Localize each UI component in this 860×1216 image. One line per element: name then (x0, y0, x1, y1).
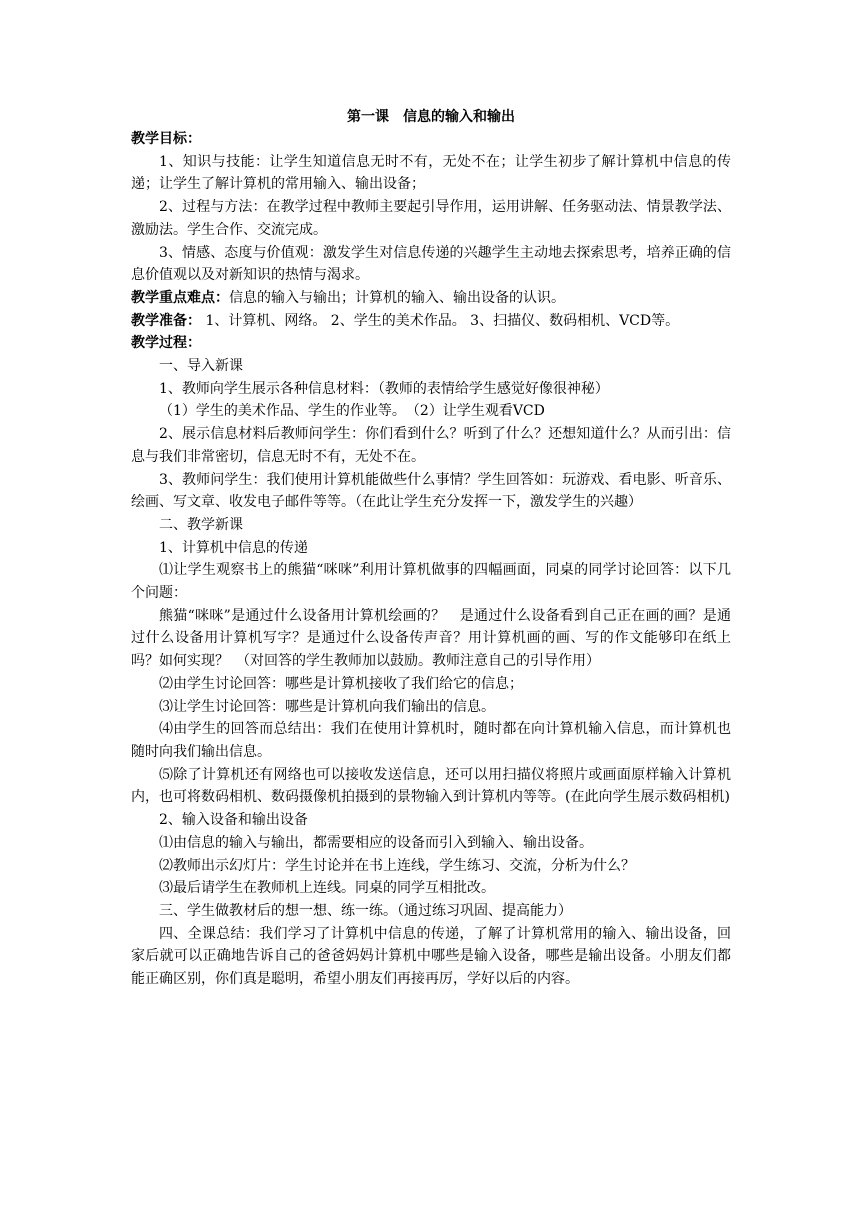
paragraph: 1、教师向学生展示各种信息材料：（教师的表情给学生感觉好像很神秘） (159, 380, 609, 397)
process-heading: 教学过程： (131, 335, 201, 352)
paragraph: 熊猫“咪咪”是通过什么设备用计算机绘画的？ 是通过什么设备看到自己正在画的画？是通过什么设备用计算机写字？是通过什么设备传声音？用计算机画的画、写的作文能够印在纸上吗？如何实现？ （对回答的学生教师加以鼓励。教师注意自己的引导作用） (131, 607, 731, 670)
paragraph: ⑸除了计算机还有网络也可以接收发送信息，还可以用扫描仪将照片或画面原样输入计算机内，也可将数码相机、数码摄像机拍摄到的景物输入到计算机内等等。(在此向学生展示数码相机) (131, 766, 731, 806)
section-heading: 三、学生做教材后的想一想、练一练。（通过练习巩固、提高能力） (159, 902, 572, 919)
document-body (131, 106, 731, 991)
keypoints-line (131, 287, 731, 310)
goal-item: 3、情感、态度与价值观：激发学生对信息传递的兴趣学生主动地去探索思考，培养正确的信息价值观以及对新知识的热情与渴求。 (131, 244, 731, 284)
preparation-label: 教学准备： (131, 312, 201, 329)
paragraph: ⑵由学生讨论回答：哪些是计算机接收了我们给它的信息； (159, 675, 523, 692)
paragraph: ⑴由信息的输入与输出，都需要相应的设备而引入到输入、输出设备。 (159, 834, 593, 851)
goal-item: 1、知识与技能：让学生知道信息无时不有，无处不在；让学生初步了解计算机中信息的传递；让学生了解计算机的常用输入、输出设备； (131, 153, 731, 193)
goals-heading: 教学目标： (131, 131, 201, 147)
paragraph: ⑴让学生观察书上的熊猫“咪咪”利用计算机做事的四幅画面，同桌的同学讨论回答：以下几个问题： (131, 562, 731, 602)
goal-item: 2、过程与方法：在教学过程中教师主要起引导作用，运用讲解、任务驱动法、情景教学法、激励法。学生合作、交流完成。 (131, 199, 731, 238)
paragraph: ⑵教师出示幻灯片：学生讨论并在书上连线，学生练习、交流，分析为什么？ (159, 857, 635, 874)
paragraph: 3、教师问学生：我们使用计算机能做些什么事情？学生回答如：玩游戏、看电影、听音乐、绘画、写文章、收发电子邮件等等。（在此让学生充分发挥一下，激发学生的兴趣） (131, 471, 731, 511)
paragraph: 四、全课总结：我们学习了计算机中信息的传递，了解了计算机常用的输入、输出设备，回家后就可以正确地告诉自己的爸爸妈妈计算机中哪些是输入设备，哪些是输出设备。小朋友们都能正确区别，你们真是聪明，希望小朋友们再接再厉，学好以后的内容。 (131, 925, 731, 988)
keypoints-label: 教学重点难点： (131, 289, 229, 306)
subsection-heading: 1、计算机中信息的传递 (159, 539, 308, 556)
keypoints-text: 信息的输入与输出；计算机的输入、输出设备的认识。 (229, 289, 565, 306)
preparation-text: 1、计算机、网络。 2、学生的美术作品。 3、扫描仪、数码相机、VCD等。 (201, 312, 680, 329)
paragraph: 2、展示信息材料后教师问学生：你们看到什么？听到了什么？还想知道什么？从而引出：信息与我们非常密切，信息无时不有，无处不在。 (131, 426, 731, 465)
section-heading: 一、导入新课 (159, 358, 243, 375)
paragraph: （1）学生的美术作品、学生的作业等。 （2）让学生观看VCD (159, 403, 545, 420)
paragraph: ⑶让学生讨论回答：哪些是计算机向我们输出的信息。 (159, 698, 495, 715)
paragraph: ⑶最后请学生在教师机上连线。同桌的同学互相批改。 (159, 880, 495, 897)
lesson-title: 第一课 信息的输入和输出 (347, 109, 515, 125)
section-heading: 二、教学新课 (159, 516, 243, 533)
subsection-heading: 2、输入设备和输出设备 (159, 812, 308, 829)
paragraph: ⑷由学生的回答而总结出：我们在使用计算机时，随时都在向计算机输入信息，而计算机也随时向我们输出信息。 (131, 721, 731, 760)
preparation-line (131, 310, 731, 333)
